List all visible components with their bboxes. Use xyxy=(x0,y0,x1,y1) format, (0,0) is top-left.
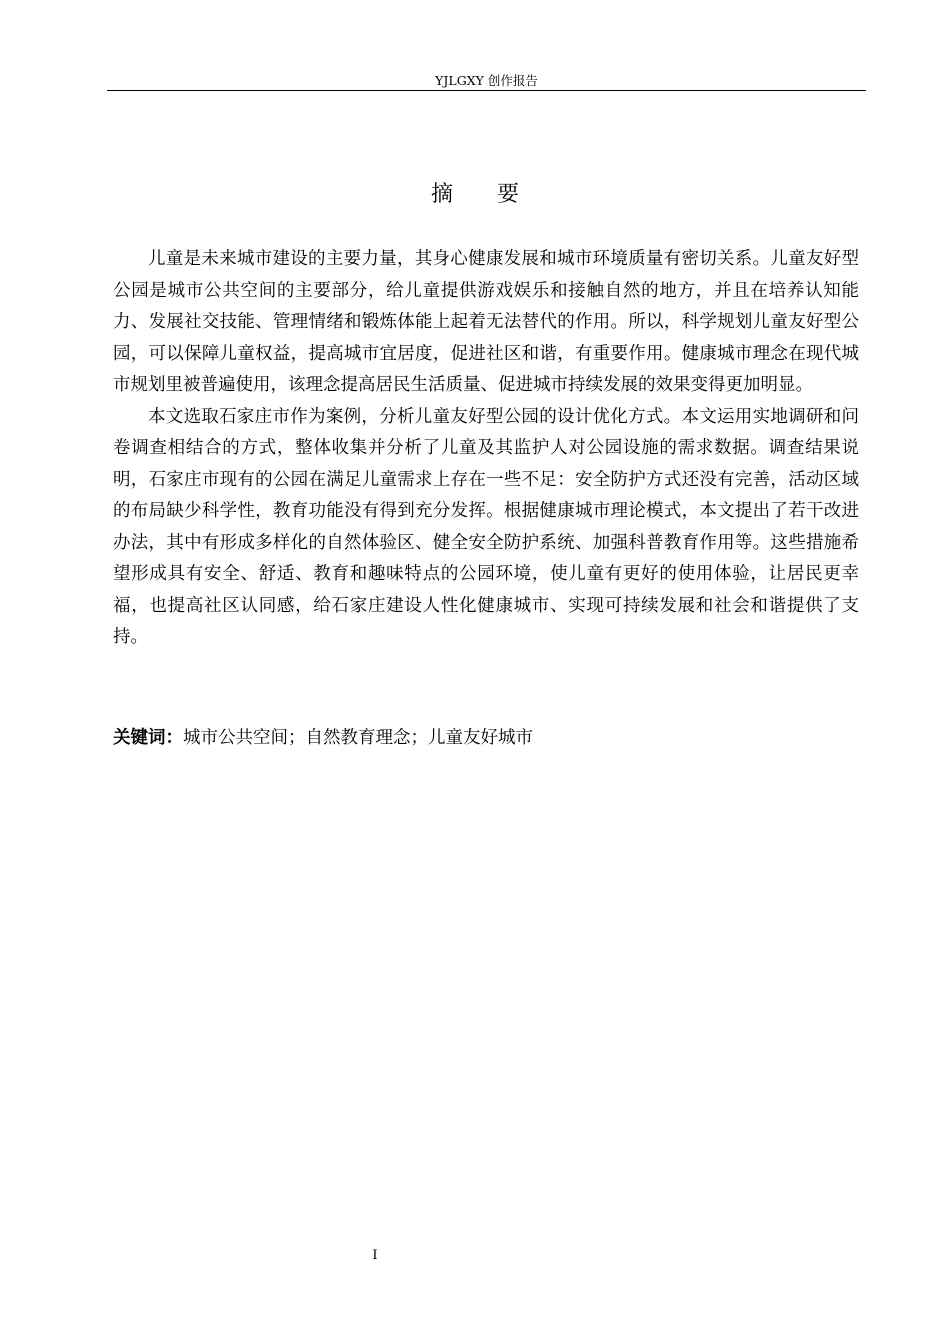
keywords-label: 关键词： xyxy=(113,728,183,748)
abstract-title: 摘 要 xyxy=(430,182,519,207)
keywords-line xyxy=(113,724,859,752)
keywords-text: 城市公共空间；自然教育理念；儿童友好城市 xyxy=(183,728,533,748)
abstract-paragraph-2: 本文选取石家庄市作为案例，分析儿童友好型公园的设计优化方式。本文运用实地调研和问卷调查相结合的方式，整体收集并分析了儿童及其监护人对公园设施的需求数据。调查结果说明，石家庄市现有的公园在满足儿童需求上存在一些不足：安全防护方式还没有完善，活动区域的布局缺少科学性，教育功能没有得到充分发挥。根据健康城市理论模式，本文提出了若干改进办法，其中有形成多样化的自然体验区、健全安全防护系统、加强科普教育作用等。这些措施希望形成具有安全、舒适、教育和趣味特点的公园环境，使儿童有更好的使用体验，让居民更幸福，也提高社区认同感，给石家庄建设人性化健康城市、实现可持续发展和社会和谐提供了支持。 xyxy=(113,406,859,647)
abstract-paragraph-1: 儿童是未来城市建设的主要力量，其身心健康发展和城市环境质量有密切关系。儿童友好型公园是城市公共空间的主要部分，给儿童提供游戏娱乐和接触自然的地方，并且在培养认知能力、发展社交技能、管理情绪和锻炼体能上起着无法替代的作用。所以，科学规划儿童友好型公园，可以保障儿童权益，提高城市宜居度，促进社区和谐，有重要作用。健康城市理念在现代城市规划里被普遍使用，该理念提高居民生活质量、促进城市持续发展的效果变得更加明显。 xyxy=(113,249,859,395)
page-header xyxy=(107,70,866,91)
page-number: I xyxy=(372,1248,378,1263)
header-text: YJLGXY 创作报告 xyxy=(435,73,538,88)
abstract-body xyxy=(113,244,859,654)
